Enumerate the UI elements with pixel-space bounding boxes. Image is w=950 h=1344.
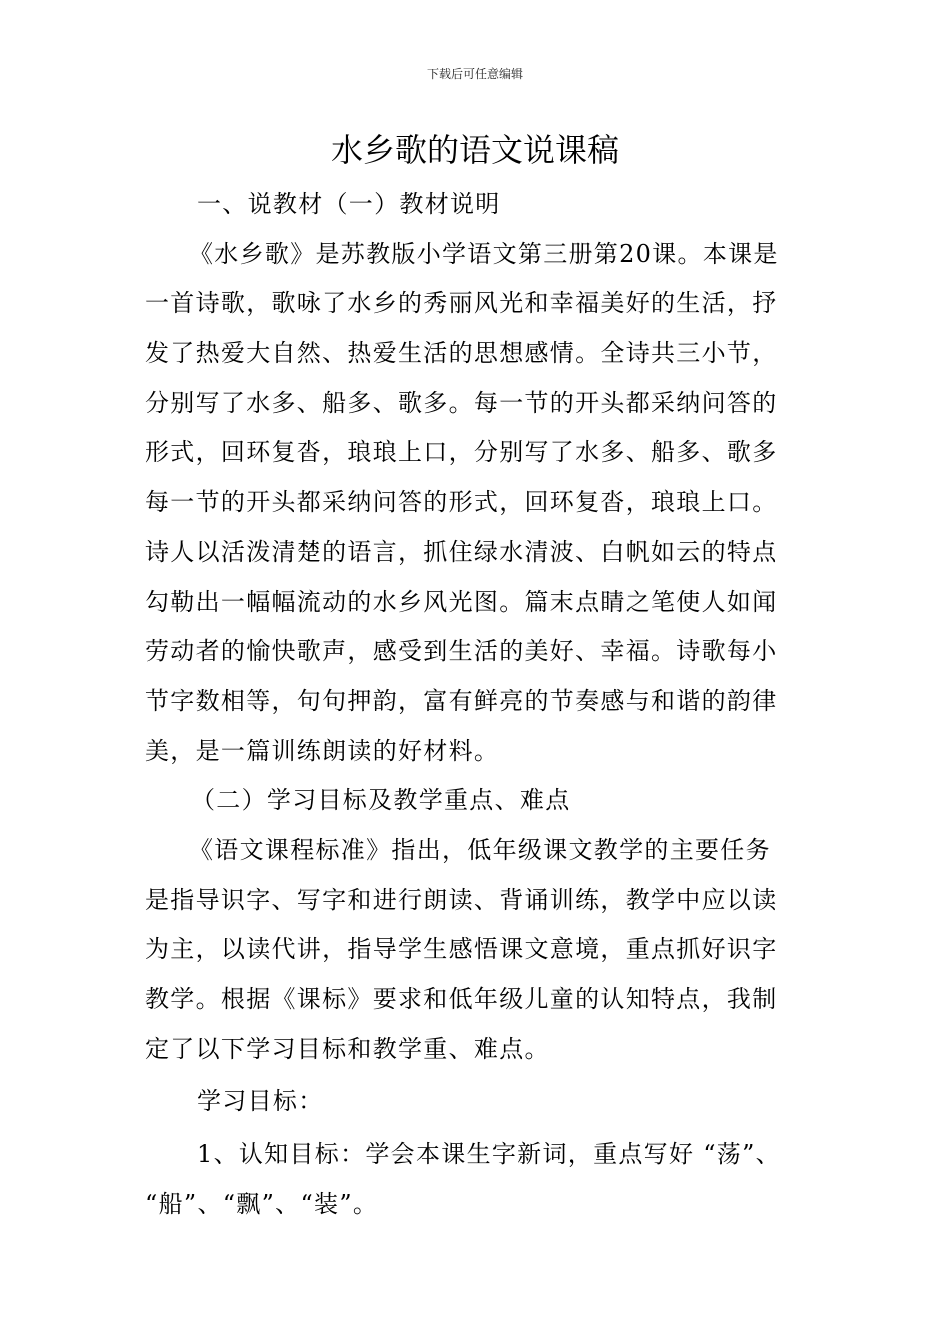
paragraph-line: 一首诗歌，歌咏了水乡的秀丽风光和幸福美好的生活，抒 xyxy=(145,289,778,318)
section-heading-goals: （二）学习目标及教学重点、难点 xyxy=(191,786,571,815)
paragraph-line: 定了以下学习目标和教学重、难点。 xyxy=(145,1034,550,1063)
learning-goals-label: 学习目标： xyxy=(197,1087,324,1116)
paragraph-line: 是指导识字、写字和进行朗读、背诵训练，教学中应以读 xyxy=(145,885,778,914)
paragraph-line: 《水乡歌》是苏教版小学语文第三册第20课。本课是 xyxy=(189,239,779,268)
document-body xyxy=(145,180,810,1229)
paragraph-line: 诗人以活泼清楚的语言，抓住绿水清波、白帆如云的特点 xyxy=(145,537,778,566)
page-header-note: 下载后可任意编辑 xyxy=(426,67,523,81)
document-title: 水乡歌的语文说课稿 xyxy=(330,131,619,169)
goal-item-line: “船”、“飘”、“装”。 xyxy=(145,1189,379,1218)
paragraph-line: 发了热爱大自然、热爱生活的思想感情。全诗共三小节， xyxy=(145,339,778,368)
paragraph-line: 教学。根据《课标》要求和低年级儿童的认知特点，我制 xyxy=(145,985,778,1013)
goal-item-line: 1、认知目标：学会本课生字新词，重点写好 “荡”、 xyxy=(197,1140,781,1169)
paragraph-line: 《语文课程标准》指出，低年级课文教学的主要任务 xyxy=(189,835,771,864)
section-heading-textbook: 一、说教材（一）教材说明 xyxy=(197,190,501,218)
paragraph-line: 为主，以读代讲，指导学生感悟课文意境，重点抓好识字 xyxy=(145,935,778,964)
paragraph-line: 勾勒出一幅幅流动的水乡风光图。篇末点睛之笔使人如闻 xyxy=(145,587,778,616)
paragraph-line: 每一节的开头都采纳问答的形式，回环复沓，琅琅上口。 xyxy=(145,488,778,517)
paragraph-line: 分别写了水多、船多、歌多。每一节的开头都采纳问答的 xyxy=(145,388,778,417)
paragraph-line: 节字数相等，句句押韵，富有鲜亮的节奏感与和谐的韵律 xyxy=(145,686,778,715)
paragraph-line: 美，是一篇训练朗读的好材料。 xyxy=(145,736,500,765)
paragraph-line: 形式，回环复沓，琅琅上口，分别写了水多、船多、歌多 xyxy=(145,438,778,467)
paragraph-line: 劳动者的愉快歌声，感受到生活的美好、幸福。诗歌每小 xyxy=(145,637,778,666)
